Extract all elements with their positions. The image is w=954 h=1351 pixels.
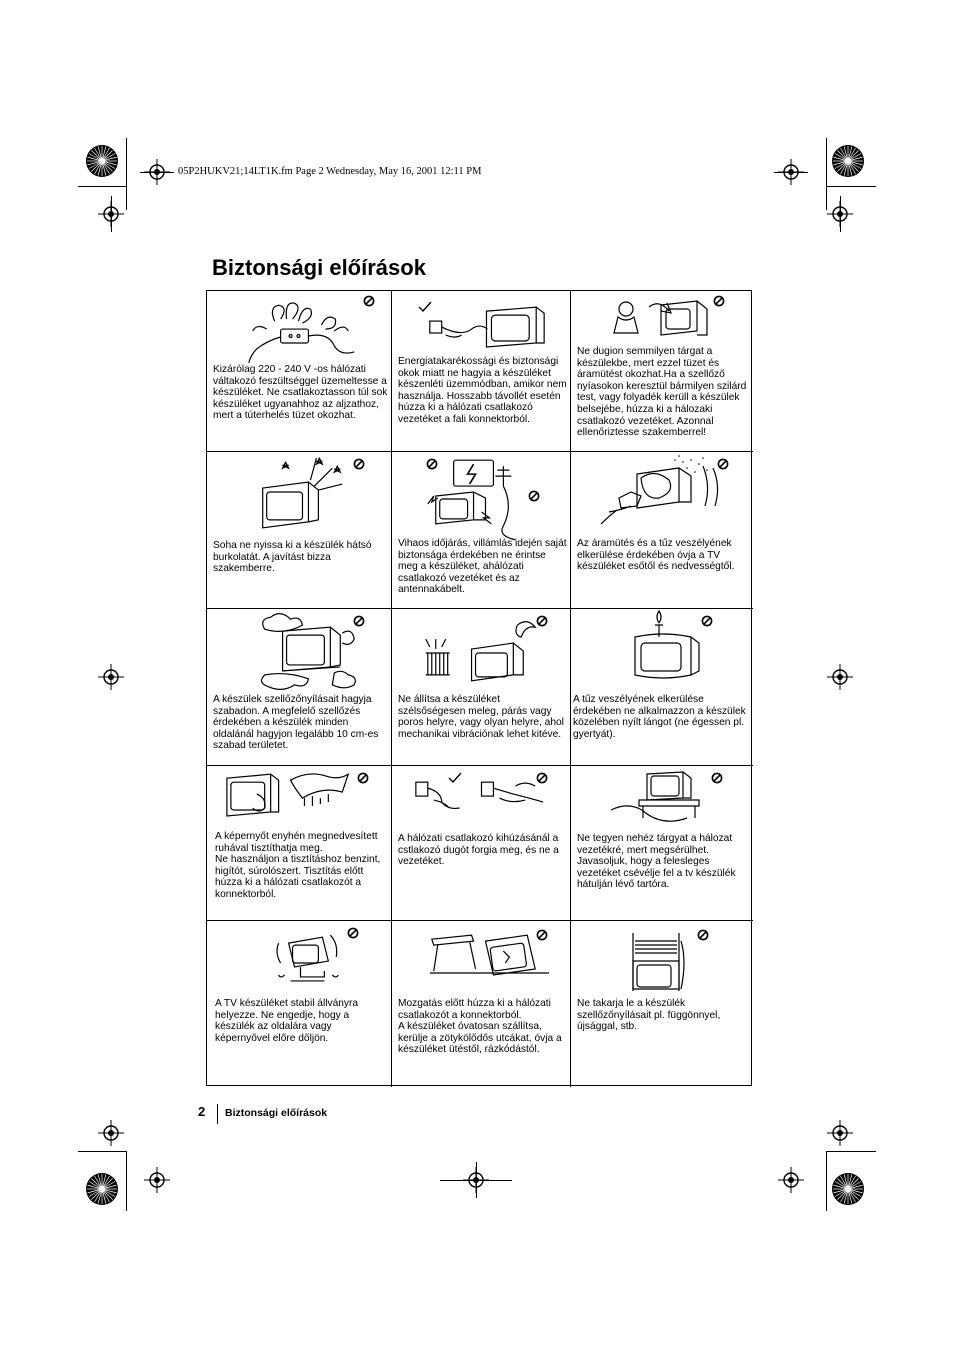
instruction-cell-objects bbox=[571, 291, 753, 452]
page-number: 2 bbox=[198, 1104, 206, 1119]
instruction-text: Ne takarja le a készülék szellőzőnyílásait pl. függönnyel, újsággal, stb. bbox=[577, 998, 721, 1033]
prohibited-icon bbox=[528, 490, 540, 502]
prohibited-icon bbox=[426, 458, 438, 470]
instruction-cell-back-cover bbox=[207, 452, 392, 609]
instruction-text: Energiatakarékossági és biztonsági okok miatt ne hagyia a készüléket készenléti üzemmódban, amikor nem használja. Hosszabb távollét esetén húzza ki a hálózati csatlakozó vezetéket a fali konnektorból. bbox=[398, 356, 567, 425]
instruction-text: A hálózati csatlakozó kihúzásánál a cstlakozó dugót forgia meg, és ne a vezetéket. bbox=[398, 833, 559, 868]
instruction-text: Vihaos időjárás, villámlás idején saját biztonsága érdekében ne érintse meg a készüléket, ahálózati csatlakozó vezetéket és az antennakábelt. bbox=[398, 538, 567, 596]
instruction-text: Ne tegyen nehéz tárgyat a hálozat vezetékré, mert megsérülhet. Javasoljuk, hogy a felesleges vezetéket csévélje fel a tv készülék hátulján lévő tartóra. bbox=[577, 833, 736, 891]
instruction-text: A TV készüléket stabil állványra helyezze. Ne engedje, hogy a készülék az oldalára vagy képernyővel előre dőljön. bbox=[215, 998, 359, 1044]
crop-line bbox=[126, 1151, 127, 1211]
crop-line bbox=[826, 1151, 827, 1211]
crop-line bbox=[78, 1151, 126, 1152]
prohibited-icon bbox=[713, 295, 725, 307]
crop-line bbox=[840, 196, 841, 232]
instruction-text: Mozgatás előtt húzza ki a hálózati csatlakozót a konnektorból. A készüléket óvatosan szállítsa, kerülje a zötykölődős utcákat, óvja a készüléket ütéstől, rázkódástól. bbox=[398, 998, 562, 1056]
prohibited-icon bbox=[536, 615, 548, 627]
safety-instructions-grid bbox=[206, 290, 752, 1086]
prohibited-icon bbox=[536, 772, 548, 784]
instruction-text: Kizárólag 220 - 240 V -os hálózati váltakozó feszültséggel üzemeltesse a készüléket. Ne csatlakoztasson túl sok készüléket ugyanahhoz az aljzathoz, mert a túterhelés tüzet okozhat. bbox=[213, 364, 388, 422]
registration-crosshair-icon bbox=[98, 664, 124, 690]
instruction-cell-cover-vents bbox=[571, 921, 753, 1087]
instruction-cell-ventilation bbox=[207, 609, 392, 766]
file-info-header: 05P2HUKV21;14LT1K.fm Page 2 Wednesday, May 16, 2001 12:11 PM bbox=[178, 166, 482, 177]
footer-section-title: Biztonsági előírások bbox=[225, 1107, 328, 1119]
instruction-cell-standby bbox=[392, 291, 571, 452]
registration-starburst-icon bbox=[85, 1172, 119, 1206]
crop-line bbox=[826, 1151, 876, 1152]
instruction-text: Ne dugion semmilyen tárgat a készülekbe, mert ezzel tüzet és áramütést okozhat.Ha a szellőző nyíasokon keresztül bármilyen szilárd test, vagy folyadék kerüll a készülek belsejébe, húzza ki a hálozaki csatlakozó vezetéket. Azonnal ellenőriztesse szakemberrel! bbox=[577, 346, 747, 439]
prohibited-icon bbox=[697, 929, 709, 941]
instruction-cell-thunderstorm bbox=[392, 452, 571, 609]
instruction-cell-open-flame bbox=[571, 609, 753, 766]
prohibited-icon bbox=[701, 615, 713, 627]
prohibited-icon bbox=[363, 295, 375, 307]
instruction-text: A tűz veszélyének elkerülése érdekében ne alkalmazzon a készülek közelében nyílt lángot (ne égessen pl. gyertyát). bbox=[573, 694, 746, 740]
prohibited-icon bbox=[536, 929, 548, 941]
crop-line bbox=[140, 172, 174, 173]
instruction-text: A készülek szellőzőnyílásait hagyja szabadon. A megfelelő szellőzés érdekében a készülék minden oldalánál hagyjon legalább 10 cm-es szabad területet. bbox=[213, 694, 379, 752]
prohibited-icon bbox=[717, 458, 729, 470]
instruction-text: A képernyőt enyhén megnedvesített ruhával tisztíthatja meg. Ne használjon a tisztításhoz benzint, higítót, súrolószert. Tisztítás előtt húzza ki a hálózati csatlakozót a konnektorból. bbox=[215, 831, 381, 900]
instruction-text: Az áramütés és a tűz veszélyének elkerülése érdekében óvja a TV készüléket esőtől és nedvességtől. bbox=[577, 538, 735, 573]
instruction-cell-heat bbox=[392, 609, 571, 766]
crop-line bbox=[111, 196, 112, 232]
instruction-cell-moisture bbox=[571, 452, 753, 609]
registration-starburst-icon bbox=[85, 144, 119, 178]
registration-crosshair-icon bbox=[827, 664, 853, 690]
instruction-cell-unplug bbox=[392, 766, 571, 921]
crop-line bbox=[826, 138, 827, 210]
instruction-cell-transport bbox=[392, 921, 571, 1087]
checkmark-icon bbox=[418, 301, 432, 313]
open-flame-illustration bbox=[571, 609, 753, 701]
instruction-text: Ne állítsa a készüléket szélsőségesen meleg, párás vagy poros helyre, vagy olyan helyre, ahol mechanikai vibrációnak lehet kitéve. bbox=[398, 694, 564, 740]
prohibited-icon bbox=[353, 458, 365, 470]
registration-starburst-icon bbox=[831, 1172, 865, 1206]
page-title: Biztonsági előírások bbox=[212, 255, 426, 280]
crop-line bbox=[126, 138, 127, 210]
checkmark-icon bbox=[448, 772, 462, 784]
instruction-cell-stable-stand bbox=[207, 921, 392, 1087]
prohibited-icon bbox=[347, 927, 359, 939]
crop-line bbox=[774, 172, 808, 173]
instruction-cell-cleaning bbox=[207, 766, 392, 921]
instruction-text: Soha ne nyissa ki a készülék hátsó burkolatát. A javítást bizza szakemberre. bbox=[213, 540, 372, 575]
prohibited-icon bbox=[353, 615, 365, 627]
instruction-cell-cable bbox=[571, 766, 753, 921]
thunderstorm-illustration bbox=[392, 452, 570, 544]
prohibited-icon bbox=[711, 772, 723, 784]
crop-line bbox=[78, 186, 126, 187]
registration-crosshair-icon bbox=[827, 1120, 853, 1146]
footer-separator bbox=[217, 1104, 218, 1124]
registration-crosshair-icon bbox=[778, 1167, 804, 1193]
registration-crosshair-icon bbox=[144, 1167, 170, 1193]
prohibited-icon bbox=[357, 772, 369, 784]
registration-starburst-icon bbox=[831, 144, 865, 178]
crop-line bbox=[826, 186, 876, 187]
instruction-cell-voltage bbox=[207, 291, 392, 452]
registration-crosshair-icon bbox=[98, 1120, 124, 1146]
crop-line bbox=[476, 1162, 477, 1198]
